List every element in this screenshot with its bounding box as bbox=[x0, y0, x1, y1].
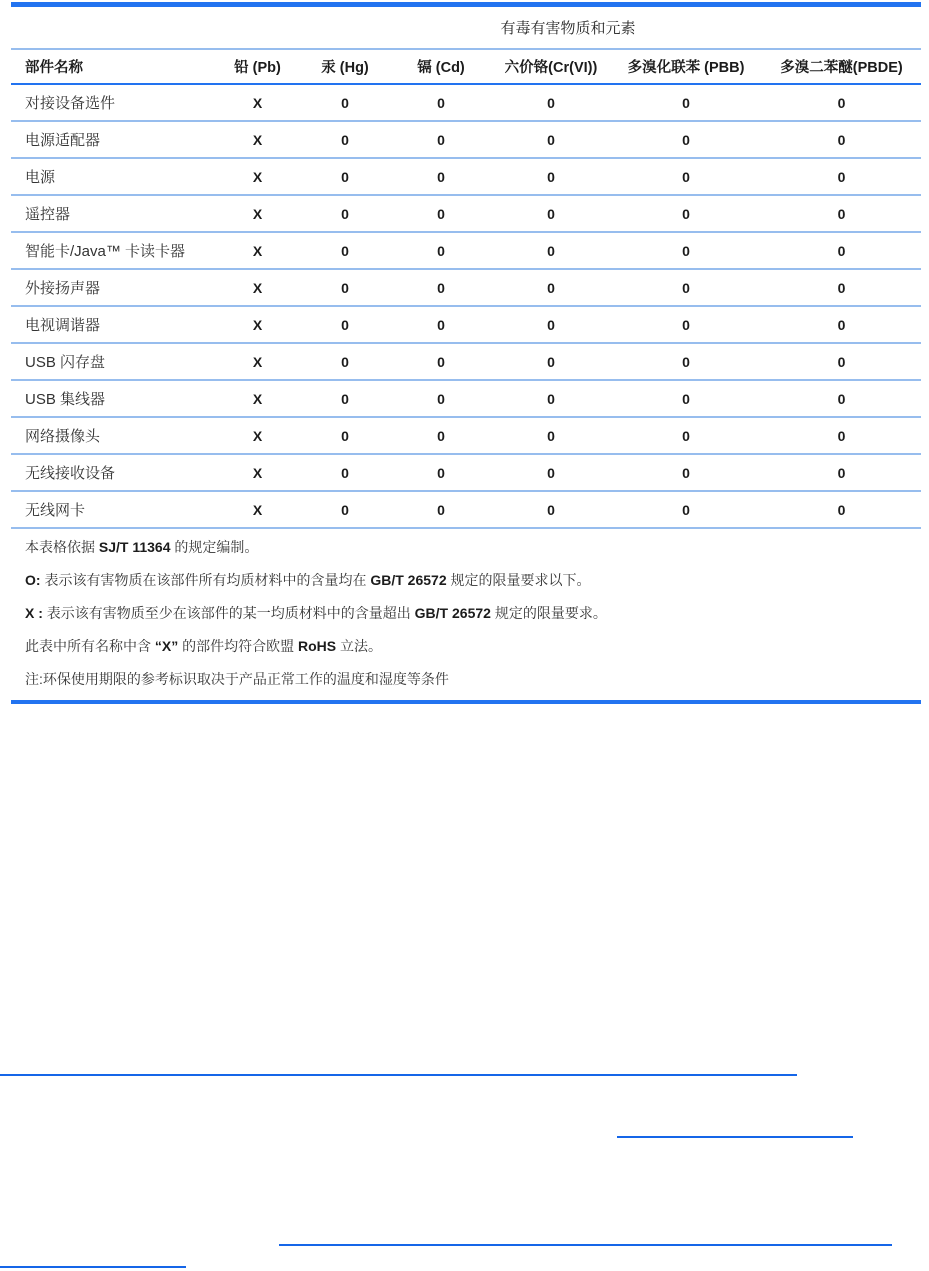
table-footnotes bbox=[11, 529, 921, 700]
substance-value: 0 bbox=[547, 131, 555, 148]
substance-value: 0 bbox=[837, 316, 846, 333]
substance-value: 0 bbox=[437, 427, 445, 444]
substance-value: 0 bbox=[437, 279, 445, 296]
substance-value: X bbox=[252, 205, 263, 222]
component-name: USB 集线器 bbox=[25, 391, 106, 408]
component-name: 外接扬声器 bbox=[25, 280, 101, 297]
substance-value: 0 bbox=[547, 427, 555, 444]
table-row bbox=[11, 233, 921, 270]
component-name: 电源 bbox=[25, 169, 56, 186]
footnote-line: X : 表示该有害物质至少在该部件的某一均质材料中的含量超出 GB/T 26572 规定的限量要求。 bbox=[25, 605, 607, 621]
substance-value: 0 bbox=[547, 316, 555, 333]
substance-value: 0 bbox=[682, 131, 690, 148]
substance-value: 0 bbox=[341, 168, 349, 185]
table-body bbox=[11, 85, 921, 529]
substance-value: 0 bbox=[682, 427, 690, 444]
horizontal-rule bbox=[0, 1074, 797, 1076]
substance-value: X bbox=[252, 427, 263, 444]
substance-value: 0 bbox=[547, 242, 555, 259]
substance-value: X bbox=[252, 242, 263, 259]
table-caption: 有毒有害物质和元素 bbox=[500, 20, 636, 37]
substance-value: 0 bbox=[837, 427, 846, 444]
substance-value: 0 bbox=[437, 94, 445, 111]
table-header-row bbox=[11, 50, 921, 85]
substance-value: 0 bbox=[682, 94, 690, 111]
substance-value: X bbox=[252, 94, 263, 111]
column-header: 镉 (Cd) bbox=[417, 60, 465, 76]
substance-value: X bbox=[252, 501, 263, 518]
substance-value: 0 bbox=[682, 205, 690, 222]
substance-value: 0 bbox=[547, 353, 555, 370]
substance-value: 0 bbox=[682, 464, 690, 481]
substance-value: 0 bbox=[547, 464, 555, 481]
substance-value: 0 bbox=[341, 205, 349, 222]
substance-value: 0 bbox=[547, 390, 555, 407]
table-row bbox=[11, 159, 921, 196]
component-name: USB 闪存盘 bbox=[25, 354, 106, 371]
substance-value: 0 bbox=[837, 242, 846, 259]
substance-value: X bbox=[252, 131, 263, 148]
substance-value: 0 bbox=[547, 168, 555, 185]
table-caption-row bbox=[11, 7, 921, 50]
substance-value: 0 bbox=[341, 279, 349, 296]
table-row bbox=[11, 85, 921, 122]
substance-value: 0 bbox=[341, 464, 349, 481]
substance-value: X bbox=[252, 390, 263, 407]
column-header: 六价铬(Cr(VI)) bbox=[504, 60, 598, 76]
substance-value: 0 bbox=[341, 242, 349, 259]
substance-value: 0 bbox=[341, 131, 349, 148]
substance-value: 0 bbox=[341, 501, 349, 518]
substance-value: 0 bbox=[837, 94, 846, 111]
component-name: 网络摄像头 bbox=[25, 428, 101, 445]
substance-value: 0 bbox=[437, 205, 445, 222]
substance-value: X bbox=[252, 279, 263, 296]
substance-value: 0 bbox=[837, 279, 846, 296]
horizontal-rule bbox=[617, 1136, 853, 1138]
substance-value: 0 bbox=[341, 390, 349, 407]
substance-value: 0 bbox=[837, 464, 846, 481]
substance-value: 0 bbox=[682, 390, 690, 407]
substance-value: 0 bbox=[682, 279, 690, 296]
substance-value: 0 bbox=[437, 168, 445, 185]
substance-value: 0 bbox=[437, 390, 445, 407]
substance-value: X bbox=[252, 353, 263, 370]
substance-value: 0 bbox=[682, 242, 690, 259]
footnote-line: 本表格依据 SJ/T 11364 的规定编制。 bbox=[25, 539, 259, 555]
component-name: 无线接收设备 bbox=[25, 465, 116, 482]
substance-value: 0 bbox=[837, 390, 846, 407]
component-name: 遥控器 bbox=[25, 206, 71, 223]
table-row bbox=[11, 122, 921, 159]
substance-value: 0 bbox=[437, 316, 445, 333]
column-header: 汞 (Hg) bbox=[321, 60, 369, 76]
substance-value: 0 bbox=[547, 205, 555, 222]
substance-value: 0 bbox=[837, 131, 846, 148]
table-row bbox=[11, 381, 921, 418]
table-row bbox=[11, 455, 921, 492]
footnote-line: O: 表示该有害物质在该部件所有均质材料中的含量均在 GB/T 26572 规定的限量要求以下。 bbox=[25, 572, 591, 588]
substance-value: 0 bbox=[837, 353, 846, 370]
substance-value: 0 bbox=[547, 501, 555, 518]
substance-value: 0 bbox=[341, 427, 349, 444]
horizontal-rule bbox=[279, 1244, 892, 1246]
table-row bbox=[11, 307, 921, 344]
substance-value: 0 bbox=[547, 279, 555, 296]
table-row bbox=[11, 270, 921, 307]
substance-value: 0 bbox=[437, 242, 445, 259]
footnote-line: 注:环保使用期限的参考标识取决于产品正常工作的温度和湿度等条件 bbox=[25, 671, 449, 687]
component-name: 无线网卡 bbox=[25, 502, 86, 519]
substance-value: 0 bbox=[437, 464, 445, 481]
component-name: 电源适配器 bbox=[25, 132, 101, 149]
column-header: 多溴化联苯 (PBB) bbox=[627, 60, 745, 76]
substance-value: 0 bbox=[682, 168, 690, 185]
substance-value: 0 bbox=[547, 94, 555, 111]
component-name: 智能卡/Java™ 卡读卡器 bbox=[25, 243, 186, 260]
rohs-substances-table bbox=[11, 2, 921, 704]
column-header: 部件名称 bbox=[25, 60, 83, 76]
substance-value: 0 bbox=[837, 168, 846, 185]
substance-value: 0 bbox=[341, 316, 349, 333]
substance-value: X bbox=[252, 316, 263, 333]
component-name: 电视调谐器 bbox=[25, 317, 101, 334]
horizontal-rule bbox=[0, 1266, 186, 1268]
substance-value: X bbox=[252, 464, 263, 481]
footnote-line: 此表中所有名称中含 “X” 的部件均符合欧盟 RoHS 立法。 bbox=[25, 638, 383, 654]
component-name: 对接设备选件 bbox=[25, 95, 116, 112]
column-header: 铅 (Pb) bbox=[234, 60, 281, 76]
substance-value: X bbox=[252, 168, 263, 185]
table-row bbox=[11, 492, 921, 529]
table-row bbox=[11, 196, 921, 233]
substance-value: 0 bbox=[837, 501, 846, 518]
substance-value: 0 bbox=[437, 501, 445, 518]
column-header: 多溴二苯醚(PBDE) bbox=[780, 60, 903, 76]
substance-value: 0 bbox=[341, 94, 349, 111]
substance-value: 0 bbox=[837, 205, 846, 222]
substance-value: 0 bbox=[682, 353, 690, 370]
substance-value: 0 bbox=[437, 353, 445, 370]
substance-value: 0 bbox=[682, 501, 690, 518]
substance-value: 0 bbox=[682, 316, 690, 333]
substance-value: 0 bbox=[437, 131, 445, 148]
substance-value: 0 bbox=[341, 353, 349, 370]
table-row bbox=[11, 418, 921, 455]
table-row bbox=[11, 344, 921, 381]
